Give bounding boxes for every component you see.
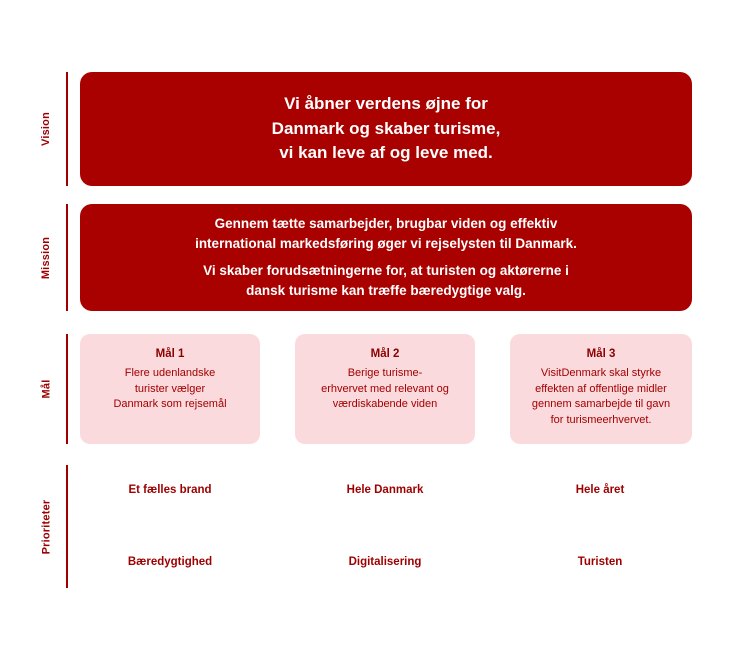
goal-card-2-title: Mål 2 [370, 348, 400, 360]
goal-card-1-title: Mål 1 [155, 348, 185, 360]
vision-line-2: Danmark og skaber turisme, [271, 118, 501, 138]
goal-card-1-line-1: Flere udenlandske [124, 367, 216, 379]
row-label-maal [28, 334, 64, 444]
row-label-prioriteter [28, 465, 64, 588]
goal-card-1-line-3: Danmark som rejsemål [113, 398, 227, 411]
row-label-mission-text: Mission [40, 236, 53, 279]
row-divider-mission [66, 204, 68, 311]
row-label-mission [28, 204, 64, 311]
goal-card-2 [295, 334, 475, 444]
goal-card-2-line-2: erhvervet med relevant og [321, 382, 449, 395]
priority-item-5: Digitalisering [348, 556, 422, 568]
priority-item-6: Turisten [577, 556, 623, 568]
goal-card-2-line-3: værdiskabende viden [332, 398, 438, 411]
goal-card-3 [510, 334, 692, 444]
mission-p1-line-1: Gennem tætte samarbejder, brugbar viden og effektiv [214, 216, 558, 231]
row-label-vision-text: Vision [39, 111, 52, 147]
priority-item-1: Et fælles brand [128, 484, 212, 496]
row-divider-maal [66, 334, 68, 444]
mission-paragraph-1 [195, 214, 577, 255]
row-divider-vision [66, 72, 68, 186]
goal-card-2-line-1: Berige turisme- [347, 367, 423, 379]
row-label-prioriteter-text: Prioriteter [40, 499, 52, 554]
priority-item-4: Bæredygtighed [127, 556, 213, 568]
goal-card-1-line-2: turister vælger [134, 382, 206, 395]
row-divider-prioriteter [66, 465, 68, 588]
goal-card-3-title: Mål 3 [586, 348, 616, 360]
row-label-maal-text: Mål [40, 379, 52, 399]
vision-line-3: vi kan leve af og leve med. [279, 143, 493, 163]
vision-line-1: Vi åbner verdens øjne for [284, 94, 488, 114]
goal-card-3-line-3: gennem samarbejde til gavn [531, 398, 671, 411]
mission-p2-line-2: dansk turisme kan træffe bæredygtige valg. [246, 282, 526, 298]
goal-card-3-line-4: for turismeerhvervet. [550, 413, 652, 426]
mission-p1-line-2: international markedsføring øger vi rejselysten til Danmark. [195, 236, 577, 252]
mission-box [80, 204, 692, 311]
vision-box [80, 72, 692, 186]
mission-paragraph-2 [203, 261, 569, 302]
priority-item-2: Hele Danmark [346, 484, 424, 496]
goal-card-3-line-1: VisitDenmark skal styrke [540, 367, 662, 379]
priority-item-3: Hele året [575, 484, 625, 496]
mission-p2-line-1: Vi skaber forudsætningerne for, at turisten og aktørerne i [203, 262, 569, 278]
goal-card-3-line-2: effekten af offentlige midler [535, 382, 667, 395]
row-label-vision [28, 72, 64, 186]
goal-card-1 [80, 334, 260, 444]
